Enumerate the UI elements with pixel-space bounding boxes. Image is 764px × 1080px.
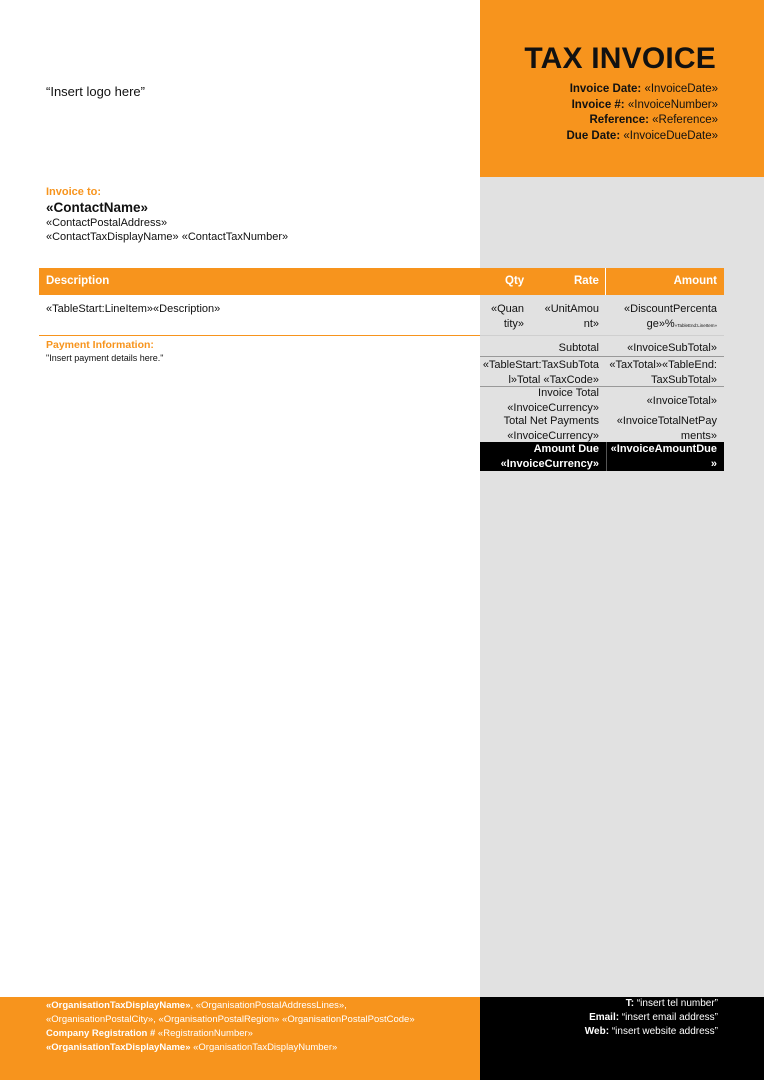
row-divider — [39, 335, 480, 336]
header-rate: Rate — [574, 275, 599, 287]
contact-tax-line: «ContactTaxDisplayName» «ContactTaxNumber» — [46, 231, 289, 243]
line-item-qty: «Quan tity» — [490, 303, 524, 330]
header-amount: Amount — [673, 275, 717, 287]
subtotal-label: Subtotal — [558, 342, 599, 354]
footer-line-3: Company Registration # «RegistrationNumber» — [46, 1028, 253, 1039]
footer-organisation-info — [46, 999, 415, 1055]
logo-placeholder: “Insert logo here” — [46, 84, 145, 99]
invoice-to-label: Invoice to: — [46, 186, 102, 198]
line-item-amount: «DiscountPercenta ge»%«TableEnd:LineItem» — [624, 303, 717, 330]
header-separator — [605, 268, 606, 295]
amount-due-label: Amount Due «InvoiceCurrency» — [500, 443, 599, 470]
invoice-total-value: «InvoiceTotal» — [646, 395, 717, 407]
totals-divider — [480, 356, 724, 357]
footer-email: Email: “insert email address” — [589, 1012, 718, 1023]
subtotal-value: «InvoiceSubTotal» — [627, 342, 717, 354]
invoice-number-line: Invoice #: «InvoiceNumber» — [571, 98, 718, 111]
amount-due-value: «InvoiceAmountDue » — [610, 443, 717, 470]
invoice-meta — [566, 82, 718, 144]
footer-web: Web: “insert website address” — [584, 1026, 718, 1037]
contact-name: «ContactName» — [46, 200, 149, 215]
net-payments-label: Total Net Payments «InvoiceCurrency» — [503, 415, 599, 442]
tax-value: «TaxTotal»«TableEnd: TaxSubTotal» — [609, 359, 717, 386]
table-header — [39, 268, 724, 295]
net-payments-value: «InvoiceTotalNetPay ments» — [616, 415, 717, 442]
footer-tel: T: “insert tel number” — [625, 998, 718, 1009]
document-title: TAX INVOICE — [524, 42, 716, 75]
invoice-date-line: Invoice Date: «InvoiceDate» — [569, 83, 718, 95]
contact-postal-address: «ContactPostalAddress» — [46, 217, 168, 229]
footer-line-4: «OrganisationTaxDisplayName» «OrganisationTaxDisplayNumber» — [46, 1042, 338, 1053]
header-qty: Qty — [505, 275, 525, 287]
payment-info-label: Payment Information: — [46, 339, 154, 351]
line-item-description: «TableStart:LineItem»«Description» — [46, 303, 221, 315]
payment-info-text: "Insert payment details here." — [46, 353, 164, 363]
footer-contact-info — [585, 997, 718, 1039]
invoice-total-label: Invoice Total «InvoiceCurrency» — [507, 387, 599, 414]
invoice-to-block — [46, 186, 288, 243]
row-divider-right — [480, 335, 724, 336]
reference-line: Reference: «Reference» — [589, 114, 718, 126]
header-description: Description — [46, 275, 110, 287]
due-date-line: Due Date: «InvoiceDueDate» — [566, 129, 718, 142]
line-item-rate: «UnitAmou nt» — [544, 303, 599, 330]
tax-label: «TableStart:TaxSubTota l»Total «TaxCode» — [482, 359, 599, 386]
footer-line-1: «OrganisationTaxDisplayName», «OrganisationPostalAddressLines», — [46, 1000, 347, 1011]
footer-line-2: «OrganisationPostalCity», «OrganisationPostalRegion» «OrganisationPostalPostCode» — [46, 1014, 415, 1025]
